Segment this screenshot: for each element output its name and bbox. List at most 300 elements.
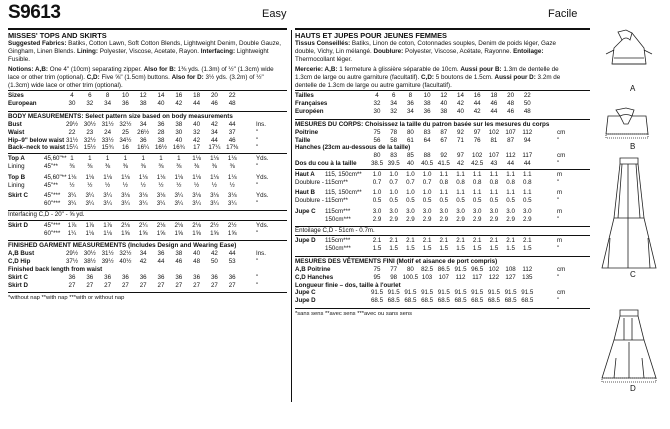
en-yardage-row-value: ½ [229,181,235,189]
fr-finished-row-value: 135 [522,273,533,281]
fr-yardage-row [295,171,590,179]
en-rule [8,90,287,91]
fr-skirt-d-row-value: 1.5 [456,245,465,253]
en-yardage-row-value: 1 [70,155,74,163]
fr-length-row-value: 91.5 [387,289,400,297]
fr-length-row-value: 91.5 [454,289,467,297]
fr-francaises-row-value: 32 [373,100,381,108]
fr-length-row-label: Jupe D [295,297,316,305]
fr-body-row-value: 44 [523,160,531,168]
difficulty-en: Easy [262,8,287,20]
fr-length-row-value: 91.5 [404,289,417,297]
fr-body-row-value: 40 [406,160,414,168]
en-finished-row-value: 39½ [101,258,114,266]
fr-yardage-row-value: 1.0 [389,170,398,178]
fr-yardage-row-value: 2.9 [522,215,532,223]
en-european-row-value: 36 [121,100,129,108]
en-body-row-label: Hip–9" below waist [8,136,65,144]
en-yardage-row-value: 3¼ [103,192,112,200]
fr-yardage-row-value: 3.0 [439,208,449,215]
fr-body-row-label: Hanches (23cm au-dessous de la taille) [295,144,411,152]
fr-yardage-row-value: 0.7 [372,178,382,186]
fr-body-row-value: 85 [406,152,414,160]
fr-skirt-d-row-width: 150cm*** [325,245,351,253]
en-body-row-value: 38 [175,121,183,129]
fr-skirt-d-row-value: 2.1 [406,237,415,245]
fr-title: HAUTS ET JUPES POUR JEUNES FEMMES [295,31,447,40]
en-yardage-row-value: 1⅛ [85,173,95,181]
fr-finished-row-unit: " [557,273,560,281]
fr-body-row [295,160,590,168]
fr-yardage-row-value: 0.8 [489,178,499,186]
fr-yardage-row-value: 3.0 [489,208,499,215]
fr-notions-text: 1.3m de dentelle de 1.3cm de large ou autre garniture (facultatif). [295,65,559,81]
fr-skirt-d-row-value: 1.5 [522,245,532,253]
fr-body-row-value: 107 [505,128,516,136]
en-yardage-row-value: ½ [105,181,111,189]
fr-skirt-d-row [295,237,590,245]
en-skirt-d-row-value: 1⅝ [156,229,166,237]
fr-body-row-value: 76 [473,136,481,144]
fr-yardage-row-value: 1.1 [456,189,465,197]
fr-francaises-row-value: 36 [406,100,414,108]
en-body-row-label: Back–neck to waist [8,144,66,152]
en-body-row-value: 44 [210,136,218,144]
en-finished-row-value: 44 [228,250,236,258]
fr-fabrics-text: Batiks, Linon de coton, Cotonnades souples, Denim de poids léger, Gaze double, Vichy, Lin mélangé. [295,40,557,55]
view-label-d: D [630,384,636,393]
fr-fabrics-bold: Doublure: [373,47,404,55]
en-yardage-row-value: 1 [141,155,145,163]
en-skirt-d-row-value: 1⅝ [192,229,201,237]
en-body-row-value: 40 [175,136,183,144]
fr-notions-text: 1 fermeture à glissière séparable de 10cm. [337,65,461,73]
en-yardage-row-value: 1⅛ [174,173,184,181]
fr-yardage-row-value: 0.5 [472,197,482,205]
en-fabrics-text: Lightweight Fusible. [8,47,269,63]
fr-yardage-row-value: 2.9 [472,215,482,223]
en-yardage-row-value: 1 [123,155,128,163]
fr-body-row-value: 94 [523,136,531,144]
en-finished-row-value: 42 [210,250,218,258]
en-finished-row-value: 53 [228,258,236,266]
en-body-row-value: 33½ [101,136,114,144]
fr-notions-bold: Aussi pour B: [460,65,502,73]
en-yardage-row-value: 3⅛ [121,192,130,200]
en-length-row-value: 27 [104,281,112,289]
en-yardage-row-value: 1⅛ [210,155,219,163]
fr-francaises-row-value: 46 [490,100,498,108]
fr-yardage-row-label: Doublure - [295,178,324,186]
en-finished-row-unit: " [256,258,259,266]
en-yardage-row-value: 3¼ [210,200,219,208]
en-skirt-d-row-value: 1⅞ [103,221,112,229]
en-yardage-row-value: 3¼ [103,200,112,208]
en-finished-row-value: 40½ [119,258,132,266]
en-yardage-row-value: ⅜ [122,163,128,171]
en-length-row-value: 36 [139,273,147,281]
fr-body-row-value: 81 [490,136,498,144]
en-body-row-value: 32 [193,128,201,136]
fr-yardage-row-value: 2.9 [506,215,515,223]
en-body-row-value: 28 [157,128,165,136]
fr-body-row-value: 102 [472,152,483,160]
en-length-row-value: 27 [175,281,183,289]
fr-body-row-value: 56 [373,136,381,144]
fr-body-row-unit: cm [557,152,566,160]
en-yardage-row-value: 1⅛ [210,173,219,181]
en-yardage-row-width: 45"*** [44,192,61,200]
en-yardage-row-value: 1 [159,155,163,163]
fr-yardage-row-label: Doublure - [295,197,324,205]
en-body-row-value: 46 [228,136,236,144]
en-sizes-row-value: 20 [210,92,218,100]
fr-european-row-value: 44 [490,108,498,116]
fr-yardage-row-value: 3.0 [522,208,532,215]
fr-body-row-label: Taille [295,136,311,144]
fr-yardage-row-value: 1.0 [406,189,415,197]
fr-finished-row-value: 75 [373,265,381,273]
fr-yardage-row-value: 3.0 [389,208,398,215]
en-yardage-row-value: ½ [122,181,128,189]
fr-body-row-value: 43 [490,160,498,168]
en-body-row-value: 22 [68,128,76,136]
en-yardage-row [8,174,287,182]
en-sizes-row-value: 18 [193,92,201,100]
en-length-row-value: 27 [68,281,76,289]
en-finished-row-value: 38 [175,250,183,258]
fr-yardage-row-value: 1.1 [506,170,515,178]
en-skirt-d-row-value: 1⅞ [85,221,95,229]
en-yardage-row [8,182,287,190]
fr-yardage-row-value: 2.9 [406,215,415,223]
en-body-row-value: 25 [121,128,129,136]
en-rule [8,220,287,221]
fr-finished-row-value: 103 [421,273,433,281]
fr-fabrics-text: Thermocollant léger. [295,55,353,63]
fr-skirt-d-row [295,245,590,253]
difficulty-fr: Facile [548,8,578,20]
fr-francaises-row-value: 42 [457,100,464,108]
en-notions-text: 1⅜ yds. (1.3m) of ½" (1.3cm) wide lace or other trim (optional). [8,65,274,81]
fr-body-row-value: 40.5 [421,160,434,168]
en-skirt-d-row [8,222,287,230]
en-body-row-value: 15¾ [101,144,114,152]
en-yardage-row-value: 1 [88,155,92,163]
fr-yardage-row-value: 0.5 [506,197,515,205]
fr-skirt-d-row-unit: m [557,237,563,245]
header-rule-en [8,28,287,30]
fr-yardage-row-value: 3.0 [506,208,515,215]
en-european-row-value: 44 [193,100,201,108]
fr-yardage-row-width: 115cm** [325,197,348,205]
en-sizes-row-value: 10 [121,92,129,100]
en-finished-row-value: 34 [139,250,147,258]
fr-yardage-row-unit: m [557,170,563,178]
fr-yardage-row [295,216,590,224]
en-yardage-row-value: 3¼ [121,200,130,208]
fr-finished-row-value: 96.5 [471,265,484,273]
en-yardage-row [8,200,287,208]
en-skirt-d-row-width: 45"*** [44,221,61,229]
en-yardage-row-value: ½ [69,181,75,189]
fr-body-row [295,152,590,160]
en-skirt-d-row-value: 2½ [227,221,237,229]
en-yardage-row-label: Lining [8,163,25,171]
fr-finished-row-value: 102 [488,265,500,273]
fr-length-row-value: 68.5 [437,297,450,305]
fr-yardage-row-width: 115, 150cm** [325,170,362,178]
en-skirt-d-row-value: 1⅛ [85,229,95,237]
fr-body-row-value: 39.5 [387,160,400,168]
en-body-row-value: 40 [193,121,201,129]
fr-yardage-row-value: 2.9 [422,215,432,223]
en-length-row-value: 36 [68,273,76,281]
en-yardage-row-value: 3⅛ [227,192,237,200]
en-yardage-row-value: 1⅛ [103,173,112,181]
en-european-row-value: 30 [68,100,76,108]
en-finished-row [8,250,287,258]
fr-fabrics-bold: Tissus Conseillés: [295,40,351,47]
en-body-row-value: 30 [175,128,183,136]
en-body-row-value: 44 [228,121,236,129]
view-b-sketch [606,108,648,138]
en-yardage-row-value: 1⅛ [227,155,237,163]
en-notions-text: One 4" (10cm) separating zipper. [48,65,144,73]
en-yardage-row-label: Lining [8,181,25,189]
en-body-row-value: 31½ [101,121,114,129]
en-yardage-row-value: 3⅛ [192,192,201,200]
en-skirt-d-row-value: 2¼ [138,221,148,229]
en-yardage-row-unit: Yds. [256,192,269,200]
fr-body-row-value: 117 [522,152,533,160]
fr-skirt-d-row-value: 1.5 [406,245,415,253]
en-length-row-value: 27 [193,281,201,289]
en-yardage-row-value: 3¼ [192,200,201,208]
en-skirt-d-row-value: 1⅝ [138,229,148,237]
en-yardage-row-value: 1⅛ [192,155,201,163]
fr-yardage-row-value: 2.9 [439,215,449,223]
en-body-row-value: 32½ [119,121,132,129]
fr-european-row-value: 30 [373,108,381,116]
fr-yardage-row-unit: " [557,178,560,186]
en-length-row [8,274,287,282]
en-european-row-value: 38 [139,100,147,108]
fr-body-row-value: 87 [440,128,448,136]
fr-finished-row-value: 100.5 [402,273,419,281]
en-length-row-value: 36 [121,273,129,281]
fr-length-row-value: 68.5 [421,297,434,305]
en-yardage-row-value: ½ [158,181,164,189]
en-notions-bold: Also for D: [171,73,204,81]
en-length-row-unit: " [256,281,259,289]
fr-european-row-value: 34 [406,108,414,116]
en-length-row-unit: " [256,273,259,281]
en-finished-row-value: 42 [139,258,147,266]
fr-yardage-row-value: 1.0 [389,189,398,197]
en-european-row-value: 42 [175,100,183,108]
fr-fabrics-text: Polyester, Viscose, Acétate, Rayonne. [403,47,514,55]
fr-rule [295,90,590,91]
fr-yardage-row-value: 0.5 [439,197,449,205]
fr-length-row [295,297,590,305]
fr-yardage-row-value: 0.5 [406,197,415,205]
fr-footnote: *sans sens **avec sens ***avec ou sans sens [295,308,590,318]
view-c-sketch [602,158,656,268]
fr-length-row-value: 68.5 [404,297,417,305]
fr-yardage-row-value: 0.7 [389,178,398,186]
fr-body-row-value: 41.5 [437,160,450,168]
fr-francaises-row-value: 38 [423,100,431,108]
fr-yardage-row-value: 1.1 [439,170,449,178]
fr-length-row-value: 68.5 [370,297,384,305]
fr-yardage-row-unit: " [557,215,560,223]
fr-francaises-row-value: 44 [473,100,481,108]
en-yardage-row-value: 3¼ [67,200,77,208]
fr-body-row-value: 61 [406,136,414,144]
en-body-row-value: 42 [210,121,218,129]
en-fabrics-text: Polyester, Viscose, Acetate, Rayon. [97,47,201,55]
fr-body-row-value: 42 [457,160,464,168]
en-yardage-row-value: 1⅛ [121,173,130,181]
en-yardage-row-value: 3¼ [174,192,184,200]
en-finished-row-value: 31½ [101,250,114,258]
en-skirt-d-row-value: 2½ [210,221,219,229]
view-label-a: A [630,84,636,93]
en-length-row-value: 27 [228,281,236,289]
en-european-row-value: 40 [157,100,165,108]
fr-finished-row [295,274,590,282]
fr-yardage-row [295,208,590,216]
fr-yardage-row-value: 0.8 [506,178,515,186]
fr-finished-row-value: 95 [373,273,381,281]
en-body-row-value: 15¼ [65,144,79,152]
en-finished-row-value: 29½ [65,250,79,258]
en-european-row-value: 48 [228,100,236,108]
en-body-row-value: 32½ [83,136,96,144]
fr-skirt-d-row-value: 1.5 [472,245,482,253]
fr-skirt-d-row-value: 2.1 [522,237,532,245]
fr-sizes-row-value: 20 [507,92,515,100]
fr-body-row-value: 112 [505,152,516,160]
fr-sizes-row-value: 12 [440,92,448,100]
fr-yardage-row-value: 1.1 [472,189,482,197]
en-body-row-value: 34 [210,128,218,136]
fr-skirt-d-row-value: 2.1 [422,237,432,245]
fr-yardage-row-value: 3.0 [372,208,382,215]
fr-european-row-value: 46 [507,108,515,116]
en-yardage-row-value: ⅜ [211,163,217,171]
fr-finished-row-label: C,D Hanches [295,273,334,281]
fr-yardage-row-value: 2.9 [456,215,465,223]
en-sizes-row-label: Sizes [8,92,24,100]
en-body-row-value: 34½ [119,136,132,144]
en-notions-bold: C,D: [86,73,100,81]
en-european-row [8,100,287,108]
fr-skirt-d-row-value: 1.5 [439,245,449,253]
fr-yardage-row-value: 0.5 [422,197,432,205]
fr-sizes-row-value: 14 [457,92,464,100]
fr-body-title: MESURES DU CORPS: Choisissez la taille du patron basée sur les mesures du corps [295,119,590,129]
fr-body-row-value: 107 [488,152,500,160]
fr-yardage-row-value: 3.0 [422,208,432,215]
fr-yardage-row-value: 0.7 [406,178,415,186]
en-skirt-d-row-value: 1⅝ [121,229,130,237]
en-body-row-value: 15½ [83,144,96,152]
en-yardage-row-value: ⅜ [69,163,75,171]
fr-skirt-d-row-value: 1.5 [506,245,515,253]
fr-finished-row-value: 122 [488,273,500,281]
fr-yardage-row-value: 1.1 [489,189,499,197]
fr-body-row-value: 75 [373,128,381,136]
fr-body-row-value: 102 [488,128,500,136]
fr-body-row-value: 42.5 [471,160,484,168]
fr-finished-row-value: 112 [455,273,466,281]
en-rule [8,153,287,154]
en-skirt-d-row-value: 2⅛ [174,221,184,229]
en-sizes-row-value: 12 [139,92,147,100]
en-finished-row-value: 50 [210,258,218,266]
fr-yardage-row-value: 1.1 [506,189,515,197]
fr-yardage-row-value: 0.8 [472,178,482,186]
en-body-row-value: 37 [228,128,236,136]
fr-skirt-d-row-value: 2.1 [389,237,398,245]
fr-body-row-value: 80 [406,128,414,136]
en-body-row-value: 16¼ [137,144,150,152]
en-body-row-value: 24 [104,128,112,136]
fr-finished-row-value: 77 [390,265,398,273]
fr-francaises-row-value: 50 [523,100,531,108]
fr-yardage-row-value: 0.5 [489,197,499,205]
fr-yardage-row-value: 0.5 [372,197,382,205]
en-yardage-row-value: 1⅛ [192,173,201,181]
en-finished-row-value: 38½ [83,258,96,266]
fr-skirt-d-row-width: 115cm*** [325,237,351,245]
fr-length-label: Longueur finie – dos, taille à l'ourlet [295,281,401,289]
fr-francaises-row [295,100,590,108]
fr-notions-bold: C,D: [421,73,434,81]
fr-european-row-value: 40 [457,108,464,116]
fr-yardage-row [295,197,590,205]
en-length-row-label: Skirt D [8,281,28,289]
fr-fabrics [295,40,573,64]
fr-yardage-row-value: 3.0 [406,208,415,215]
en-finished-row [8,258,287,266]
fr-yardage-row-width: 150cm*** [325,215,351,223]
en-yardage-row-value: ⅜ [194,163,200,171]
fr-francaises-row-value: 34 [390,100,398,108]
fr-european-row-value: 38 [440,108,448,116]
en-yardage-row-value: ⅜ [87,163,93,171]
en-yardage-row-value: ⅜ [140,163,146,171]
fr-length-row-value: 91.5 [370,289,384,297]
fr-european-row-value: 32 [390,108,398,116]
en-finished-row-value: 32½ [119,250,132,258]
en-yardage-row-value: 3⅛ [138,192,148,200]
fr-length-row-value: 91.5 [487,289,500,297]
fr-body-row-value: 88 [423,152,431,160]
fr-length-row [295,289,590,297]
en-fabrics-bold: Lining: [76,47,98,55]
en-yardage-row-width: 45"** [44,181,58,189]
en-body-row-value: 26½ [137,128,150,136]
en-finished-row-value: 30½ [83,250,96,258]
fr-finished-row-label: A,B Poitrine [295,265,331,273]
en-body-row [8,144,287,152]
fr-sizes-row-value: 22 [523,92,531,100]
en-body-row-unit: " [256,136,259,144]
fr-sizes-row [295,92,590,100]
